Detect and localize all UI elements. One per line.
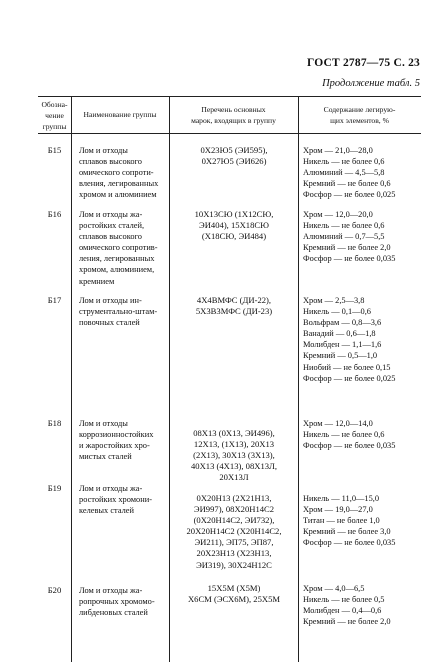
table-top-border — [38, 96, 421, 97]
group-name-line: ростойких сталей, — [79, 221, 145, 231]
alloy-line: Хром — 21,0—28,0 — [303, 146, 373, 155]
group-grades — [171, 493, 297, 571]
grade-line: ЭИ404), 15Х18СЮ — [199, 220, 269, 231]
grade-line: Х6СМ (ЭСХ6М), 25Х5М — [187, 594, 281, 605]
alloy-line: Фосфор — не более 0,035 — [303, 441, 396, 451]
alloy-line: Алюминий — 4,5—5,8 — [303, 168, 385, 178]
alloy-line: Кремний — не более 2,0 — [303, 243, 391, 253]
group-name-line: либденовых сталей — [79, 608, 148, 618]
alloy-line: Молибден — 0,4—0,6 — [303, 606, 382, 616]
group-alloy-content — [303, 493, 423, 548]
group-name-line: Лом и отходы ин- — [79, 296, 142, 305]
column-header-code-text: Обозна- чение группы — [41, 100, 68, 131]
alloy-line: Никель — не более 0,6 — [303, 430, 385, 440]
group-name-line: хромом и алюминием — [79, 190, 157, 200]
group-grades — [171, 428, 297, 483]
group-alloy-content — [303, 295, 423, 384]
group-name-line: омического сопротив- — [79, 243, 158, 253]
group-name-line: Лом и отходы — [79, 146, 128, 155]
alloy-line: Фосфор — не более 0,025 — [303, 373, 396, 383]
grade-line: 20Х13Л — [219, 472, 249, 483]
group-alloy-content — [303, 145, 423, 200]
alloy-line: Вольфрам — 0,8—3,6 — [303, 318, 382, 328]
grade-line: 0Х27Ю5 (ЭИ626) — [201, 156, 267, 167]
table-continuation-label: Продолжение табл. 5 — [322, 78, 420, 89]
alloy-line: Никель — не более 0,5 — [303, 595, 385, 605]
grade-line: ЭИ211), ЭП75, ЭП87, — [194, 537, 274, 548]
grade-line: 20Х20Н14С2 (Х20Н14С2, — [186, 526, 282, 537]
alloy-line: Хром — 12,0—20,0 — [303, 210, 373, 219]
alloy-line: Никель — не более 0,6 — [303, 157, 385, 167]
group-name-line: коррозионностойких — [79, 430, 154, 440]
group-name — [79, 585, 166, 618]
group-name-line: ления, легированных — [79, 254, 155, 264]
group-alloy-content — [303, 209, 423, 264]
group-code: Б17 — [47, 295, 62, 305]
group-name-line: вления, легированных — [79, 179, 159, 189]
group-name — [79, 483, 166, 516]
group-code: Б15 — [47, 145, 62, 155]
group-name-line: Лом и отходы — [79, 419, 128, 428]
group-grades — [171, 209, 297, 242]
group-code: Б19 — [47, 483, 62, 493]
alloy-line: Ванадий — 0,6—1,8 — [303, 329, 376, 339]
group-name-line: хромом, алюминием, — [79, 265, 155, 275]
group-name-line: сплавов высокого — [79, 157, 142, 167]
grade-line: (Х18СЮ, ЭИ484) — [201, 231, 267, 242]
grade-line: 12Х13, (1Х13), 20Х13 — [193, 439, 275, 450]
column-header-name — [71, 109, 169, 120]
alloy-line: Хром — 2,5—3,8 — [303, 296, 365, 305]
group-name — [79, 209, 166, 287]
alloy-line: Фосфор — не более 0,025 — [303, 190, 396, 200]
group-name-line: кремнием — [79, 276, 115, 286]
alloy-groups-table — [38, 96, 421, 662]
grade-line: ЭИ319), 30Х24Н12С — [196, 559, 272, 570]
group-name — [79, 418, 166, 462]
alloy-line: Хром — 4,0—6,5 — [303, 584, 365, 593]
alloy-line: Кремний — не более 3,0 — [303, 527, 391, 537]
column-divider — [169, 96, 170, 662]
grade-line: 0Х23Ю5 (ЭИ595), — [200, 145, 268, 155]
group-alloy-content — [303, 583, 423, 627]
group-name-line: келевых сталей — [79, 506, 134, 516]
alloy-line: Ниобий — не более 0,15 — [303, 362, 391, 372]
alloy-line: Алюминий — 0,7—5,5 — [303, 232, 385, 242]
grade-line: (2Х13), 30Х13 (3Х13), — [193, 450, 275, 461]
column-header-name-text: Наименование группы — [83, 110, 157, 119]
alloy-line: Никель — не более 0,6 — [303, 221, 385, 231]
group-name-line: сплавов высокого — [79, 232, 142, 242]
column-divider — [298, 96, 299, 662]
grade-line: 40Х13 (4Х13), 08Х13Л, — [190, 461, 278, 472]
group-name-line: мистых сталей — [79, 452, 132, 462]
group-grades — [171, 583, 297, 605]
group-code: Б20 — [47, 585, 62, 595]
column-header-code — [38, 99, 71, 132]
group-name-line: ропрочных хромомо- — [79, 597, 155, 607]
column-header-grades-text: Перечень основных марок, входящих в группу — [191, 105, 276, 125]
alloy-line: Фосфор — не более 0,035 — [303, 538, 396, 548]
alloy-line: Хром — 19,0—27,0 — [303, 505, 373, 515]
alloy-line: Молибден — 1,1—1,6 — [303, 340, 382, 350]
group-name-line: струментально-штам- — [79, 307, 158, 317]
alloy-line: Кремний — не более 2,0 — [303, 617, 391, 627]
group-grades — [171, 145, 297, 167]
alloy-line: Хром — 12,0—14,0 — [303, 419, 373, 428]
grade-line: (0Х20Н14С2, ЭИ732), — [193, 515, 275, 526]
group-name-line: Лом и отходы жа- — [79, 210, 143, 219]
column-header-grades — [169, 104, 298, 126]
grade-line: 08Х13 (0Х13, ЭИ496), — [193, 428, 275, 438]
alloy-line: Фосфор — не более 0,035 — [303, 254, 396, 264]
group-name-line: омического сопроти- — [79, 168, 154, 178]
group-name-line: Лом и отходы жа- — [79, 586, 143, 595]
grade-line: ЭИ997), 08Х20Н14С2 — [193, 504, 275, 515]
grade-line: 5Х3В3МФС (ДИ-23) — [195, 306, 273, 317]
alloy-line: Титан — не более 1,0 — [303, 516, 380, 526]
group-name-line: Лом и отходы жа- — [79, 484, 143, 493]
group-name — [79, 145, 166, 200]
column-header-alloys-text: Содержание легирую- щих элементов, % — [323, 105, 396, 125]
group-grades — [171, 295, 297, 317]
grade-line: 0Х20Н13 (2Х21Н13, — [196, 493, 272, 503]
group-name-line: и жаростойких хро- — [79, 441, 150, 451]
group-code: Б16 — [47, 209, 62, 219]
group-name — [79, 295, 166, 328]
alloy-line: Никель — 0,1—0,6 — [303, 307, 371, 317]
alloy-line: Кремний — 0,5—1,0 — [303, 351, 378, 361]
page-header-title: ГОСТ 2787—75 С. 23 — [307, 57, 420, 69]
table-header-border — [38, 133, 421, 134]
alloy-line: Никель — 11,0—15,0 — [303, 494, 380, 503]
grade-line: 10Х13СЮ (1Х12СЮ, — [194, 209, 274, 219]
alloy-line: Кремний — не более 0,6 — [303, 179, 391, 189]
column-header-alloys — [298, 104, 421, 126]
group-name-line: повочных сталей — [79, 318, 140, 328]
group-code: Б18 — [47, 418, 62, 428]
column-divider — [71, 96, 72, 662]
group-alloy-content — [303, 418, 423, 451]
group-name-line: ростойких хромони- — [79, 495, 152, 505]
grade-line: 15Х5М (Х5М) — [207, 583, 261, 593]
grade-line: 4Х4ВМФС (ДИ-22), — [196, 295, 272, 305]
grade-line: 20Х23Н13 (Х23Н13, — [196, 548, 272, 559]
